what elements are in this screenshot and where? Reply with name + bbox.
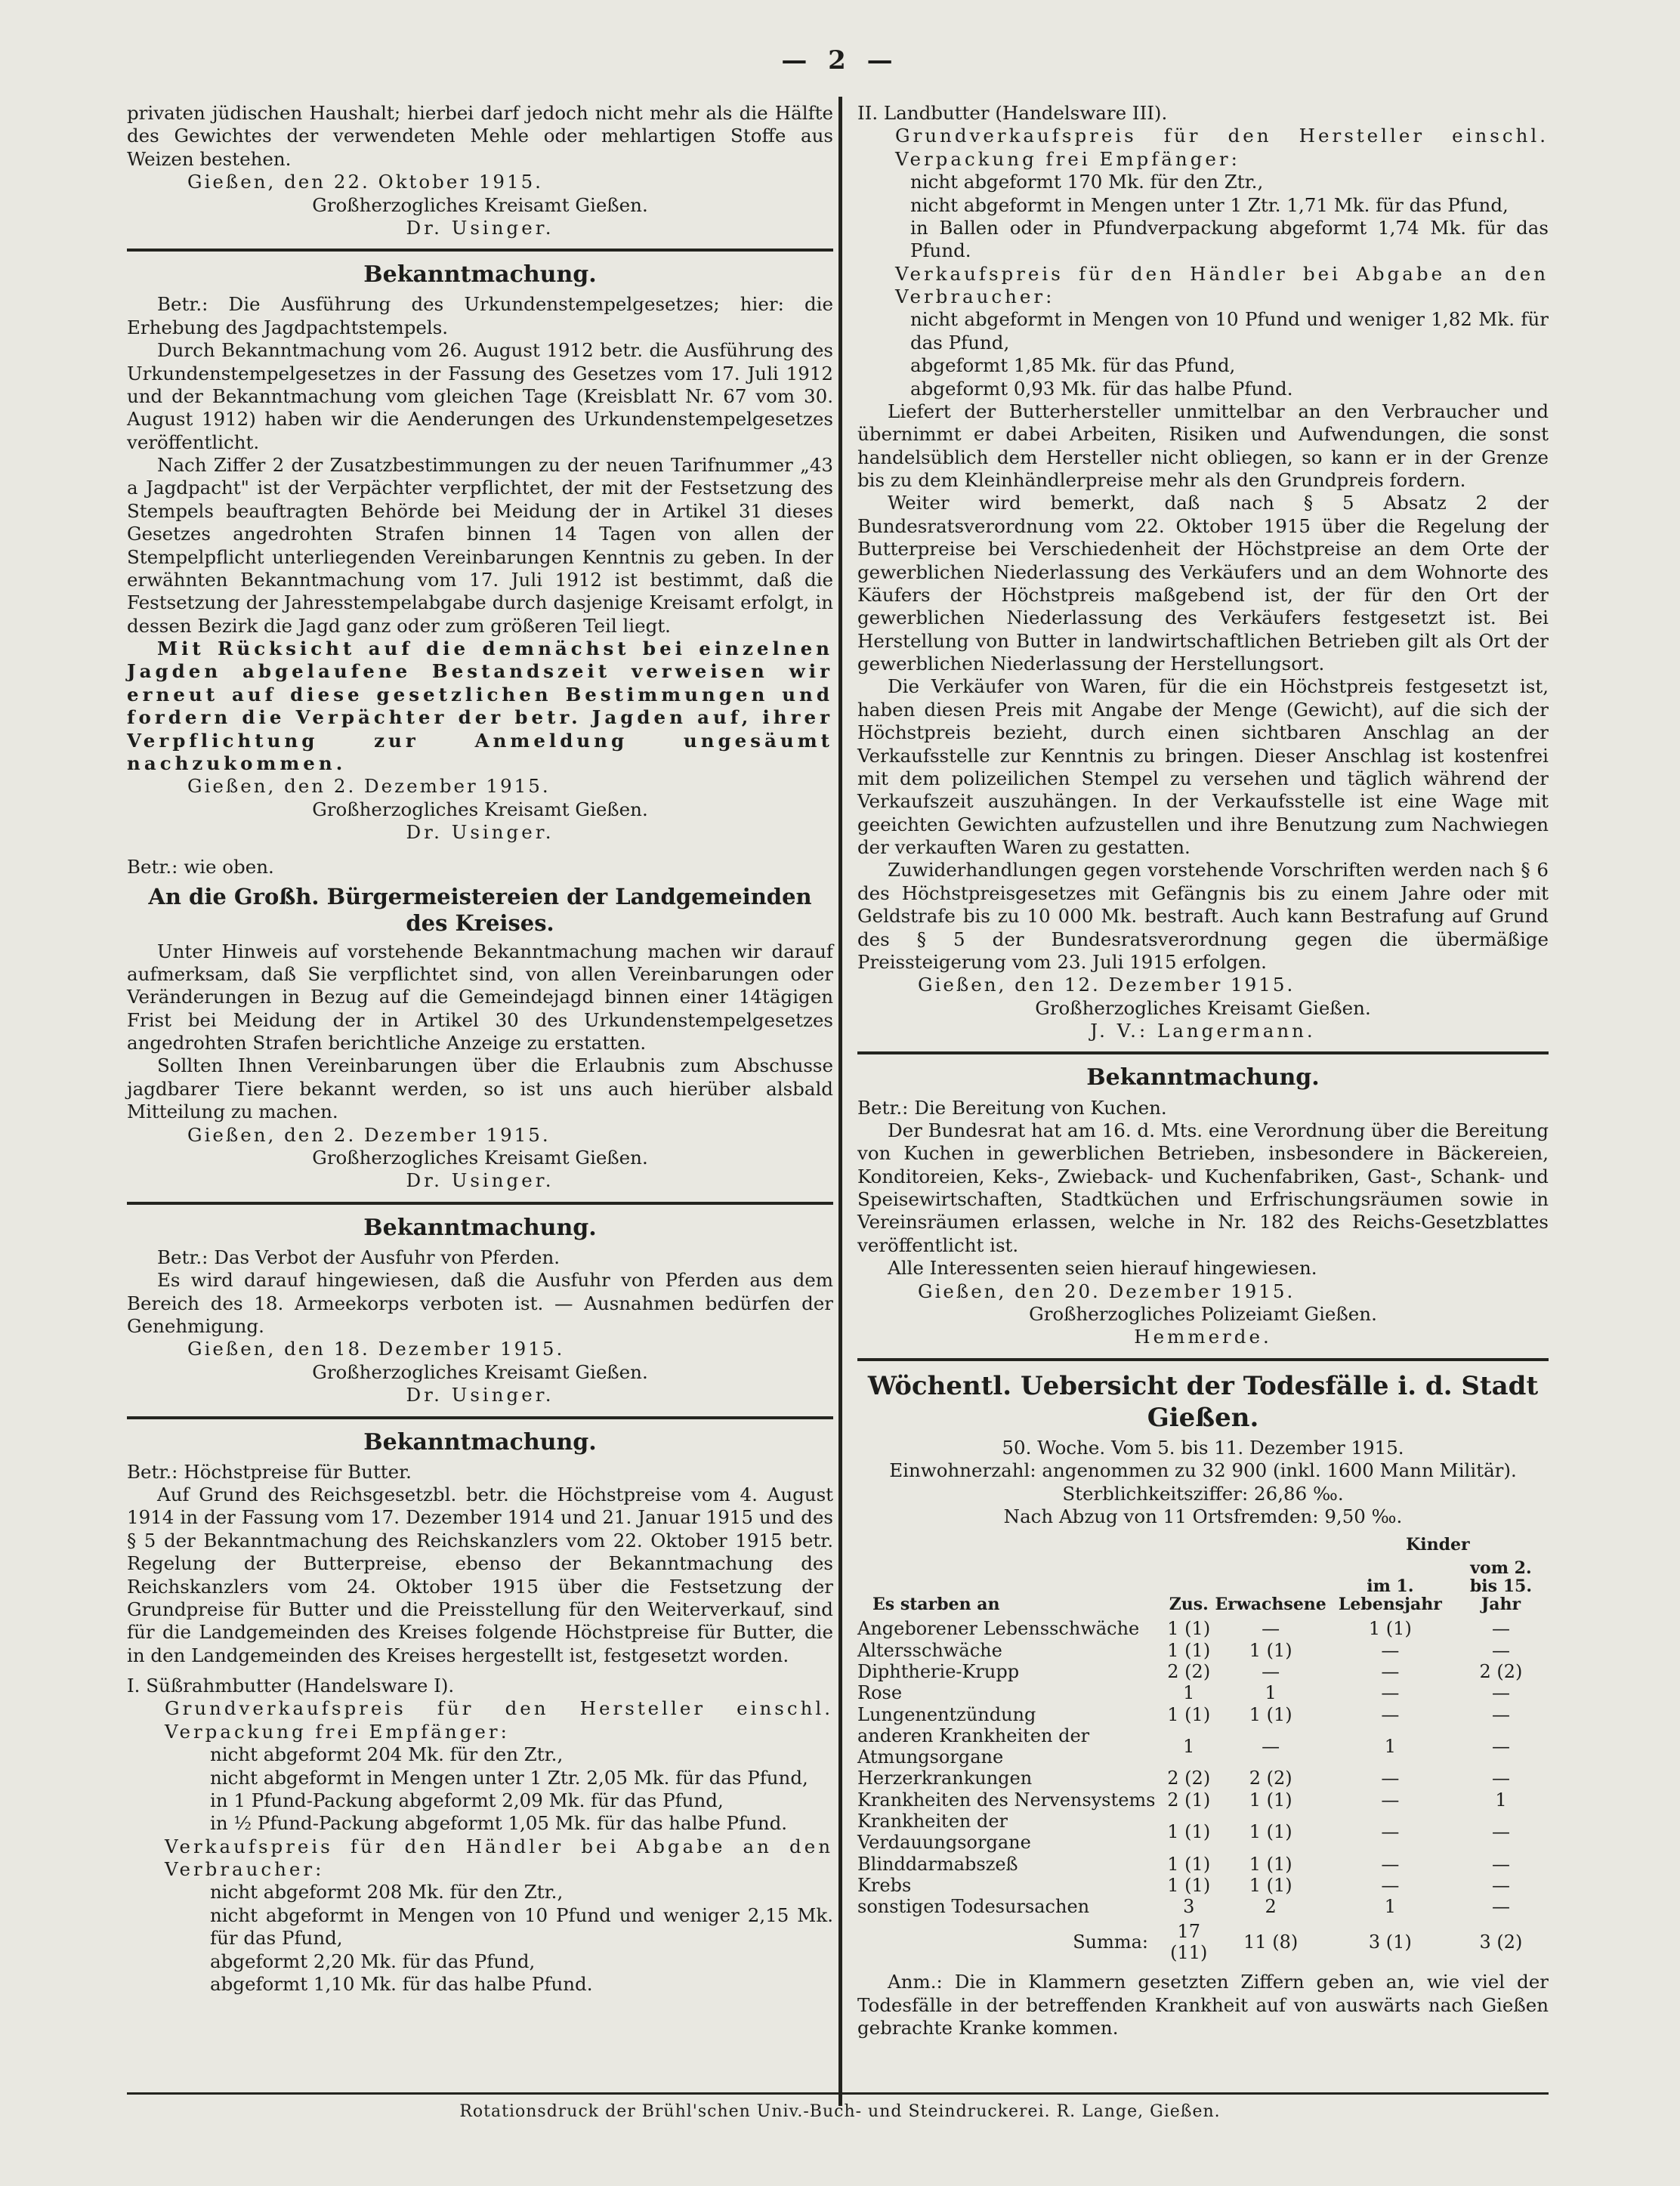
table-cell-cause: sonstigen Todesursachen: [857, 1896, 1090, 1918]
table-row: [857, 1725, 1549, 1768]
notice2-subject: Betr.: wie oben.: [127, 856, 274, 878]
notice3-place-date: Gießen, den 18. Dezember 1915.: [187, 1338, 565, 1360]
table-cell-cause: Blinddarmabszeß: [857, 1853, 1018, 1875]
notice1-paragraph: Durch Bekanntmachung vom 26. August 1912 betr. die Ausführung des Urkundenstempelgesetzes in der Fassung des Gesetzes vom 17. Juli 1912 und der Bekanntmachung vom gleichen Tage (Kreisblatt Nr. 67 vom 30. August 1912) haben wir die Aenderungen des Urkundenstempelgesetzes veröffentlicht.: [127, 339, 833, 453]
notice2-signature: Dr. Usinger.: [406, 1169, 554, 1192]
sum-cell-total: 17 (11): [1170, 1920, 1208, 1963]
sum-cell-label: Summa:: [1073, 1931, 1148, 1953]
notice3-title: Bekanntmachung.: [363, 1214, 597, 1241]
table-cell-total: 2 (2): [1167, 1660, 1211, 1682]
table-cell-infants: —: [1381, 1639, 1400, 1661]
table-cell-total: 2 (1): [1167, 1789, 1211, 1811]
deaths-mortality: Sterblichkeitsziffer: 26,86 ‰.: [1062, 1482, 1344, 1505]
table-cell-infants: —: [1381, 1703, 1400, 1725]
price-line: in ½ Pfund-Packung abgeformt 1,05 Mk. für das halbe Pfund.: [210, 1812, 788, 1835]
notice2-paragraph: Unter Hinweis auf vorstehende Bekanntmachung machen wir darauf aufmerksam, daß Sie verpflichtet sind, von allen Vereinbarungen oder Veränderungen in Bezug auf die Gemeindejagd binnen einer 14tägigen Frist bei Meidung der in Artikel 30 des Urkundenstempelgesetzes angedrohten Strafen berichtliche Anzeige zu erstatten.: [127, 940, 833, 1054]
notice4-price-heading: Grundverkaufspreis für den Hersteller einschl. Verpackung frei Empfänger:: [165, 1697, 833, 1743]
table-cell-adults: 1 (1): [1249, 1789, 1292, 1811]
table-cell-older: —: [1491, 1896, 1510, 1918]
col-header-older-children: vom 2. bis 15. Jahr: [1469, 1558, 1532, 1615]
col-header-cause: Es starben an: [872, 1595, 1000, 1615]
notice5-place-date: Gießen, den 20. Dezember 1915.: [918, 1280, 1296, 1302]
table-cell-older: —: [1491, 1618, 1510, 1640]
notice3-subject: Betr.: Das Verbot der Ausfuhr von Pferden.: [157, 1246, 561, 1268]
intro-signature: Dr. Usinger.: [406, 216, 554, 239]
table-cell-older: —: [1491, 1703, 1510, 1725]
notice5-signature: Hemmerde.: [1134, 1326, 1272, 1348]
divider: [127, 1416, 833, 1419]
deaths-after-deduction: Nach Abzug von 11 Ortsfremden: 9,50 ‰.: [1003, 1505, 1403, 1528]
notice5-paragraph: Alle Interessenten seien hierauf hingewiesen.: [888, 1257, 1317, 1280]
table-row: [857, 1789, 1549, 1811]
table-cell-infants: —: [1381, 1821, 1400, 1843]
intro-authority: Großherzogliches Kreisamt Gießen.: [312, 193, 648, 216]
printer-imprint: Rotationsdruck der Brühl'schen Univ.-Buch- und Steindruckerei. R. Lange, Gießen.: [459, 2102, 1221, 2121]
divider: [857, 1051, 1549, 1054]
butter2-authority: Großherzogliches Kreisamt Gießen.: [1035, 996, 1371, 1019]
price-line: in 1 Pfund-Packung abgeformt 2,09 Mk. für das Pfund,: [210, 1789, 724, 1811]
table-cell-older: 2 (2): [1479, 1660, 1523, 1682]
column-divider: [838, 97, 842, 2106]
table-cell-total: 1: [1183, 1682, 1195, 1704]
deaths-table: [857, 1535, 1549, 1964]
table-cell-infants: —: [1381, 1682, 1400, 1704]
page-number: — 2 —: [781, 45, 899, 76]
intro-text: privaten jüdischen Haushalt; hierbei darf jedoch nicht mehr als die Hälfte des Gewichtes der verwendeten Mehle oder mehlartigen Stoffe aus Weizen bestehen.: [127, 102, 833, 170]
table-cell-adults: 1 (1): [1249, 1853, 1292, 1875]
price-line: nicht abgeformt in Mengen unter 1 Ztr. 1,71 Mk. für das Pfund,: [910, 193, 1509, 216]
divider: [857, 1358, 1549, 1361]
table-cell-older: 1: [1495, 1789, 1507, 1811]
price-line: abgeformt 1,85 Mk. für das Pfund,: [910, 354, 1236, 377]
col-header-infants: im 1. Lebensjahr: [1338, 1576, 1442, 1615]
notice3-authority: Großherzogliches Kreisamt Gießen.: [312, 1360, 648, 1383]
table-cell-cause: anderen Krankheiten der Atmungsorgane: [857, 1724, 1090, 1768]
notice4-section-title: I. Süßrahmbutter (Handelsware I).: [127, 1675, 455, 1697]
table-cell-cause: Lungenentzündung: [857, 1703, 1036, 1725]
notice3-signature: Dr. Usinger.: [406, 1384, 554, 1406]
price-line: nicht abgeformt in Mengen von 10 Pfund und weniger 1,82 Mk. für das Pfund,: [910, 308, 1549, 354]
table-cell-total: 1 (1): [1167, 1618, 1211, 1640]
table-cell-infants: 1: [1384, 1896, 1396, 1918]
table-cell-older: —: [1491, 1875, 1510, 1896]
butter2-price-heading: Grundverkaufspreis für den Hersteller einschl. Verpackung frei Empfänger:: [895, 125, 1549, 170]
table-cell-cause: Angeborener Lebensschwäche: [857, 1618, 1140, 1640]
deaths-week: 50. Woche. Vom 5. bis 11. Dezember 1915.: [1002, 1437, 1404, 1459]
table-cell-older: —: [1491, 1682, 1510, 1704]
table-cell-adults: 1 (1): [1249, 1639, 1292, 1661]
notice3-paragraph: Es wird darauf hingewiesen, daß die Ausfuhr von Pferden aus dem Bereich des 18. Armeekorps verboten ist. — Ausnahmen bedürfen der Genehmigung.: [127, 1269, 833, 1337]
sum-cell-older: 3 (2): [1479, 1931, 1523, 1953]
notice5-title: Bekanntmachung.: [1086, 1064, 1320, 1091]
notice1-subject: Betr.: Die Ausführung des Urkundenstempelgesetzes; hier: die Erhebung des Jagdpachtstempels.: [127, 293, 833, 338]
table-cell-infants: —: [1381, 1853, 1400, 1875]
bottom-rule: [127, 2092, 1549, 2095]
table-cell-infants: —: [1381, 1768, 1400, 1789]
table-cell-older: —: [1491, 1768, 1510, 1789]
price-line: nicht abgeformt in Mengen unter 1 Ztr. 2,05 Mk. für das Pfund,: [210, 1766, 808, 1789]
table-cell-infants: —: [1381, 1660, 1400, 1682]
notice1-authority: Großherzogliches Kreisamt Gießen.: [312, 798, 648, 820]
sum-cell-infants: 3 (1): [1368, 1931, 1412, 1953]
sum-cell-adults: 11 (8): [1243, 1931, 1299, 1953]
table-row: [857, 1682, 1549, 1703]
table-cell-adults: 1 (1): [1249, 1703, 1292, 1725]
notice1-title: Bekanntmachung.: [363, 261, 597, 289]
butter2-section-title: II. Landbutter (Handelsware III).: [857, 102, 1168, 124]
table-cell-adults: 1: [1265, 1682, 1277, 1704]
table-cell-total: 3: [1183, 1896, 1195, 1918]
deaths-note: Anm.: Die in Klammern gesetzten Ziffern geben an, wie viel der Todesfälle in der betreffenden Krankheit auf von auswärts nach Gießen gebrachte Kranke kommen.: [857, 1971, 1549, 2039]
price-line: nicht abgeformt 204 Mk. für den Ztr.,: [210, 1743, 564, 1766]
price-line: abgeformt 2,20 Mk. für das Pfund,: [210, 1950, 536, 1972]
table-cell-older: —: [1491, 1735, 1510, 1757]
table-cell-infants: 1 (1): [1368, 1618, 1412, 1640]
butter2-paragraph: Die Verkäufer von Waren, für die ein Höchstpreis festgesetzt ist, haben diesen Preis mit Angabe der Menge (Gewicht), auf die sich der Höchstpreis bezieht, durch einen sichtbaren Anschlag an der Verkaufsstelle zur Kenntnis zu bringen. Dieser Anschlag ist kostenfrei mit dem polizeilichen Stempel zu versehen und täglich während der Verkaufszeit auszuhängen. In der Verkaufsstelle ist eine Wage mit geeichten Gewichten aufzustellen und ihre Benutzung zum Nachwiegen der verkauften Waren zu gestatten.: [857, 675, 1549, 858]
table-cell-cause: Rose: [857, 1682, 903, 1704]
col-header-children: Kinder: [1406, 1534, 1470, 1555]
notice5-paragraph: Der Bundesrat hat am 16. d. Mts. eine Verordnung über die Bereitung von Kuchen in gewerblichen Betrieben, insbesondere in Bäckereien, Konditoreien, Keks-, Zwieback- und Kuchenfabriken, Gast-, Schank- und Speisewirtschaften, Stadtküchen und Erfrischungsräumen sowie in Vereinsräumen erlassen, welche in Nr. 182 des Reichs-Gesetzblattes veröffentlicht ist.: [857, 1119, 1549, 1256]
table-cell-adults: 1 (1): [1249, 1875, 1292, 1896]
table-cell-total: 2 (2): [1167, 1768, 1211, 1789]
notice1-paragraph: Nach Ziffer 2 der Zusatzbestimmungen zu der neuen Tarifnummer „43 a Jagdpacht" ist der Verpächter verpflichtet, der mit der Festsetzung des Stempels beauftragten Behörde bei Meidung der in Artikel 31 dieses Gesetzes angedrohten Strafen binnen 14 Tagen von allen der Stempelpflicht unterliegenden Vereinbarungen Kenntnis zu geben. In der erwähnten Bekanntmachung vom 17. Juli 1912 ist bestimmt, daß die Festsetzung der Jahresstempelabgabe durch dasjenige Kreisamt erfolgt, in dessen Bezirk die Jagd ganz oder zum größeren Teil liegt.: [127, 454, 833, 637]
table-cell-adults: —: [1262, 1660, 1280, 1682]
table-cell-total: 1 (1): [1167, 1875, 1211, 1896]
table-row: [857, 1811, 1549, 1854]
table-row: [857, 1618, 1549, 1639]
notice4-title: Bekanntmachung.: [363, 1428, 597, 1456]
table-cell-older: —: [1491, 1821, 1510, 1843]
table-cell-cause: Herzerkrankungen: [857, 1768, 1033, 1789]
table-cell-adults: —: [1262, 1618, 1280, 1640]
table-row: [857, 1768, 1549, 1789]
price-line: abgeformt 1,10 Mk. für das halbe Pfund.: [210, 1972, 593, 1995]
notice4-paragraph: Auf Grund des Reichsgesetzbl. betr. die Höchstpreise vom 4. August 1914 in der Fassung vom 17. Dezember 1914 und 21. Januar 1915 und des § 5 der Bekanntmachung des Reichskanzlers vom 22. Oktober 1915 betr. Regelung der Butterpreise, ebenso der Bekanntmachung des Reichskanzlers vom 24. Oktober 1915 über die Festsetzung der Grundpreise für Butter und die Preisstellung für den Weiterverkauf, sind für die Landgemeinden des Kreises folgende Höchstpreise für Butter, die in den Landgemeinden des Kreises hergestellt ist, festgesetzt worden.: [127, 1484, 833, 1666]
butter2-paragraph: Weiter wird bemerkt, daß nach § 5 Absatz 2 der Bundesratsverordnung vom 22. Oktober 1915 über die Regelung der Butterpreise bei Verschiedenheit der Höchstpreise an dem Orte der gewerblichen Niederlassung des Verkäufers und an dem Wohnorte des Käufers der Höchstpreis maßgebend ist, der für den Ort der gewerblichen Niederlassung des Verkäufers festgesetzt ist. Bei Herstellung von Butter in landwirtschaftlichen Betrieben gilt als Ort der gewerblichen Niederlassung der Herstellungsort.: [857, 492, 1549, 675]
price-line: abgeformt 0,93 Mk. für das halbe Pfund.: [910, 377, 1293, 400]
notice1-emphasis: Mit Rücksicht auf die demnächst bei einzelnen Jagden abgelaufene Bestandszeit verweisen wir erneut auf diese gesetzlichen Bestimmungen und fordern die Verpächter der betr. Jagden auf, ihrer Verpflichtung zur Anmeldung ungesäumt nachzukommen.: [127, 638, 833, 774]
table-row: [857, 1661, 1549, 1682]
butter2-signature: J. V.: Langermann.: [1090, 1020, 1316, 1042]
col-header-total: Zus.: [1169, 1595, 1209, 1615]
table-cell-total: 1 (1): [1167, 1703, 1211, 1725]
table-cell-total: 1 (1): [1167, 1821, 1211, 1843]
intro-place-date: Gießen, den 22. Oktober 1915.: [187, 171, 543, 193]
notice4-price-heading: Verkaufspreis für den Händler bei Abgabe an den Verbraucher:: [165, 1835, 833, 1881]
table-row: [857, 1875, 1549, 1896]
table-row: [857, 1896, 1549, 1917]
table-cell-cause: Krankheiten der Verdauungsorgane: [857, 1811, 1031, 1854]
divider: [127, 1202, 833, 1205]
table-row: [857, 1704, 1549, 1725]
table-cell-infants: —: [1381, 1875, 1400, 1896]
table-cell-cause: Krankheiten des Nervensystems: [857, 1789, 1156, 1811]
notice1-signature: Dr. Usinger.: [406, 821, 554, 844]
notice4-subject: Betr.: Höchstpreise für Butter.: [127, 1460, 412, 1483]
butter2-place-date: Gießen, den 12. Dezember 1915.: [918, 974, 1296, 996]
notice2-authority: Großherzogliches Kreisamt Gießen.: [312, 1146, 648, 1169]
butter2-paragraph: Liefert der Butterhersteller unmittelbar an den Verbraucher und übernimmt er dabei Arbeiten, Risiken und Aufwendungen, die sonst handelsüblich dem Hersteller nicht obliegen, so kann er in der Grenze bis zu dem Kleinhändlerpreise mehr als den Grundpreis fordern.: [857, 400, 1549, 491]
deaths-population: Einwohnerzahl: angenommen zu 32 900 (inkl. 1600 Mann Militär).: [889, 1459, 1517, 1482]
divider: [127, 249, 833, 252]
right-column: [857, 102, 1549, 2039]
table-cell-total: 1: [1183, 1735, 1195, 1757]
table-cell-total: 1 (1): [1167, 1639, 1211, 1661]
notice2-paragraph: Sollten Ihnen Vereinbarungen über die Erlaubnis zum Abschusse jagdbarer Tiere bekannt werden, so ist uns auch hierüber alsbald Mitteilung zu machen.: [127, 1054, 833, 1123]
notice1-place-date: Gießen, den 2. Dezember 1915.: [187, 775, 551, 798]
table-row: [857, 1640, 1549, 1661]
price-line: nicht abgeformt in Mengen von 10 Pfund und weniger 2,15 Mk. für das Pfund,: [210, 1903, 833, 1950]
table-cell-total: 1 (1): [1167, 1853, 1211, 1875]
table-cell-cause: Krebs: [857, 1875, 912, 1896]
notice5-authority: Großherzogliches Polizeiamt Gießen.: [1029, 1302, 1377, 1325]
price-line: nicht abgeformt 208 Mk. für den Ztr.,: [210, 1881, 564, 1903]
notice2-place-date: Gießen, den 2. Dezember 1915.: [187, 1123, 551, 1146]
butter2-paragraph: Zuwiderhandlungen gegen vorstehende Vorschriften werden nach § 6 des Höchstpreisgesetzes mit Gefängnis bis zu einem Jahre oder mit Geldstrafe bis zu 10 000 Mk. bestraft. Auch kann Bestrafung auf Grund des § 5 der Bundesratsverordnung gegen die übermäßige Preissteigerung vom 23. Juli 1915 erfolgen.: [857, 859, 1549, 973]
table-cell-adults: 2 (2): [1249, 1768, 1292, 1789]
table-cell-cause: Altersschwäche: [857, 1639, 1002, 1661]
table-row: [857, 1854, 1549, 1875]
price-line: in Ballen oder in Pfundverpackung abgeformt 1,74 Mk. für das Pfund.: [910, 216, 1549, 262]
table-cell-adults: 1 (1): [1249, 1821, 1292, 1843]
deaths-title: Wöchentl. Uebersicht der Todesfälle i. d. Stadt Gießen.: [867, 1370, 1539, 1433]
table-cell-infants: —: [1381, 1789, 1400, 1811]
table-sum-row: [857, 1918, 1549, 1964]
table-cell-adults: —: [1262, 1735, 1280, 1757]
col-header-adults: Erwachsene: [1215, 1595, 1326, 1615]
left-column: [127, 102, 833, 1996]
table-cell-older: —: [1491, 1639, 1510, 1661]
notice2-title: An die Großh. Bürgermeistereien der Landgemeinden des Kreises.: [148, 883, 812, 937]
table-cell-older: —: [1491, 1853, 1510, 1875]
table-cell-infants: 1: [1384, 1735, 1396, 1757]
notice5-subject: Betr.: Die Bereitung von Kuchen.: [857, 1096, 1167, 1119]
price-line: nicht abgeformt 170 Mk. für den Ztr.,: [910, 171, 1264, 193]
butter2-price-heading: Verkaufspreis für den Händler bei Abgabe an den Verbraucher:: [895, 262, 1549, 307]
table-cell-adults: 2: [1265, 1896, 1277, 1918]
table-cell-cause: Diphtherie-Krupp: [857, 1660, 1020, 1682]
